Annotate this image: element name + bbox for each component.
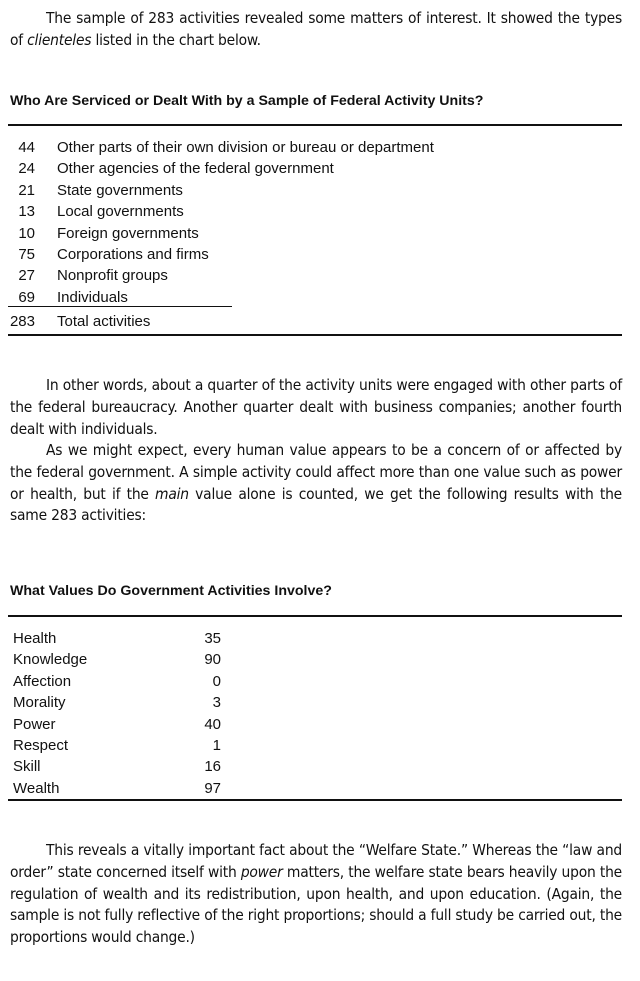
row-label: Knowledge [13,651,88,669]
total-count: 283 [9,313,35,331]
row-count: 3 [212,694,221,712]
row-count: 10 [18,224,35,242]
row-count: 13 [18,203,35,221]
row-count: 75 [18,245,35,263]
row-label: Health [13,630,57,647]
row-label: Other agencies of the federal government [57,160,334,178]
emphasis-main: main [155,484,189,503]
table1-bottom-rule [8,334,622,336]
table1-title: Who Are Serviced or Dealt With by a Sample of Federal Activity Units? [10,93,484,109]
row-count: 1 [212,736,221,754]
table2-title: What Values Do Government Activities Involve? [10,583,332,599]
row-count: 21 [18,181,35,199]
row-count: 27 [18,267,35,285]
row-label: Foreign governments [57,224,199,242]
values-intro-paragraph: As we might expect, every human value appears to be a concern of or affected by the federal government. A simple activity could affect more than one value such as power or health, but if the main value alone is counted, we get the following results with the same 283 activities: [10,441,622,525]
row-count: 0 [212,672,221,690]
row-count: 69 [18,288,35,306]
summary-paragraph: In other words, about a quarter of the activity units were engaged with other parts of the federal bureaucracy. Another quarter dealt with business companies; another fourth dealt with individuals. [10,376,622,438]
table2-top-rule [8,615,622,617]
row-label: Corporations and firms [57,245,209,263]
row-count: 24 [18,160,35,178]
row-label: Nonprofit groups [57,267,168,285]
row-count: 90 [204,651,221,669]
row-count: 40 [204,715,221,733]
table2-bottom-rule [8,799,622,801]
intro-paragraph: The sample of 283 activities revealed some matters of interest. It showed the types of clienteles listed in the chart below. [10,9,622,49]
row-count: 35 [204,630,221,647]
row-count: 16 [204,758,221,776]
row-label: Individuals [57,288,128,306]
row-count: 44 [18,139,35,156]
row-label: Respect [13,736,69,754]
total-label: Total activities [57,313,151,331]
subtotal-rule [8,306,232,307]
conclusion-paragraph: This reveals a vitally important fact about the “Welfare State.” Whereas the “law and order” state concerned itself with power matters, the welfare state bears heavily upon the regulation of wealth and its redistribution, upon health, and upon education. (Again, the sample is not fully reflective of the right proportions; should a full study be carried out, the proportions would change.) [10,841,622,947]
row-label: Skill [13,758,41,776]
table1-top-rule [8,124,622,126]
emphasis-power: power [240,862,283,881]
row-label: Power [13,715,56,733]
row-label: Local governments [57,203,184,221]
row-label: Wealth [13,779,60,797]
row-label: Morality [13,694,66,712]
row-label: State governments [57,181,183,199]
row-label: Affection [13,672,72,690]
row-label: Other parts of their own division or bureau or department [57,139,434,156]
emphasis-clienteles: clienteles [27,30,92,49]
row-count: 97 [204,779,221,797]
